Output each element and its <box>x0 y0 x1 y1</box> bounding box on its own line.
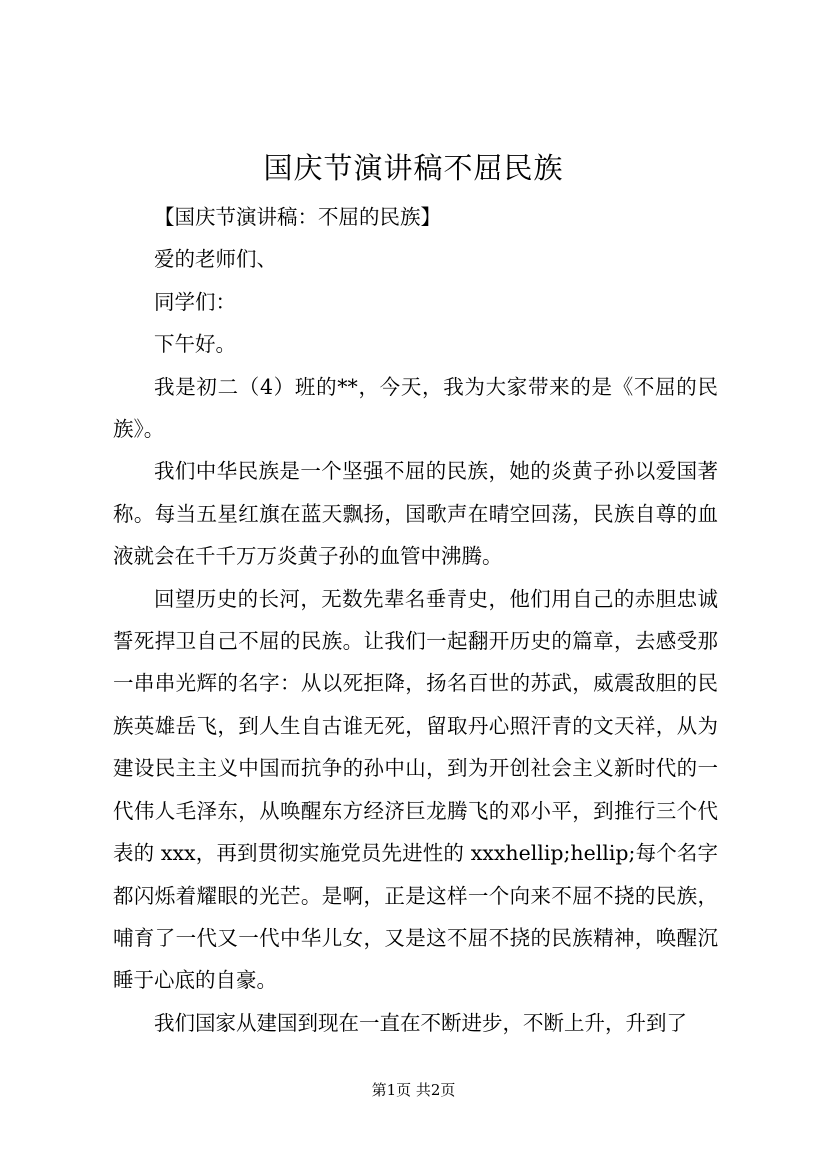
paragraph-nation: 我们中华民族是一个坚强不屈的民族，她的炎黄子孙以爱国著称。每当五星红旗在蓝天飘扬，国歌声在晴空回荡，民族自尊的血液就会在千千万万炎黄子孙的血管中沸腾。 <box>113 459 718 569</box>
paragraph-history: 回望历史的长河，无数先辈名垂青史，他们用自己的赤胆忠诚誓死捍卫自己不屈的民族。让我们一起翻开历史的篇章，去感受那一串串光辉的名字：从以死拒降，扬名百世的苏武，威震敌胆的民族英雄岳飞，到人生自古谁无死，留取丹心照汗青的文天祥，从为建设民主主义中国而抗争的孙中山，到为开创社会主义新时代的一代伟人毛泽东，从唤醒东方经济巨龙腾飞的邓小平，到推行三个代表的 xxx，再到贯彻实施党员先进性的 xxxhellip;hellip;每个名字都闪烁着耀眼的光芒。是啊，正是这样一个向来不屈不挠的民族，哺育了一代又一代中华儿女，又是这不屈不挠的民族精神，唤醒沉睡于心底的自豪。 <box>113 586 718 993</box>
paragraph-introduction: 我是初二（4）班的**，今天，我为大家带来的是《不屈的民族》。 <box>113 374 718 442</box>
page-indicator: 第1页 共2页 <box>371 1081 456 1099</box>
paragraph-salutation-students: 同学们： <box>154 289 236 314</box>
paragraph-heading: 【国庆节演讲稿：不屈的民族】 <box>154 205 441 229</box>
document-body <box>113 196 718 1044</box>
paragraph-progress: 我们国家从建国到现在一直在不断进步，不断上升，升到了 <box>154 1010 687 1035</box>
paragraph-salutation-teachers: 爱的老师们、 <box>154 247 277 272</box>
paragraph-greeting: 下午好。 <box>154 332 236 357</box>
document-title: 国庆节演讲稿不屈民族 <box>263 151 564 185</box>
